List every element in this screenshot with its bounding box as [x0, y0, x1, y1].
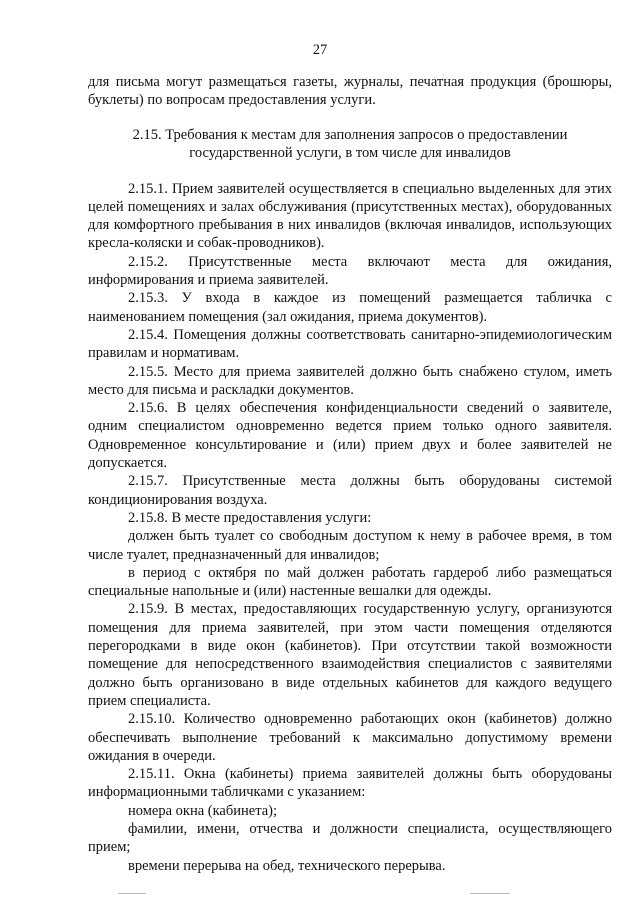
paragraph-2-15-11-item-3: времени перерыва на обед, технического перерыва.: [128, 857, 446, 874]
paragraph-2-15-8: 2.15.8. В месте предоставления услуги:: [128, 509, 372, 526]
paragraph-2-15-2: 2.15.2. Присутственные места включают места для ожидания, информирования и приема заявителей.: [88, 253, 612, 289]
scan-mark: [470, 893, 510, 894]
document-body: [88, 73, 612, 875]
paragraph-2-15-4: 2.15.4. Помещения должны соответствовать санитарно-эпидемиологическим правилам и нормативам.: [88, 326, 612, 362]
page-number: 27: [312, 42, 328, 58]
paragraph-2-15-6: 2.15.6. В целях обеспечения конфиденциальности сведений о заявителе, одним специалистом одновременно ведется прием только одного заявителя. Одновременное консультирование и (или) прием двух и более заявителей не допускается.: [88, 400, 612, 472]
section-heading-2-15: [88, 126, 612, 162]
heading-line-1: 2.15. Требования к местам для заполнения запросов о предоставлении: [132, 126, 568, 143]
paragraph-2-15-8-item-1: должен быть туалет со свободным доступом к нему в рабочее время, в том числе туалет, предназначенный для инвалидов;: [88, 528, 612, 563]
heading-line-2: государственной услуги, в том числе для инвалидов: [189, 144, 511, 161]
paragraph-2-15-11-item-2: фамилии, имени, отчества и должности специалиста, осуществляющего прием;: [88, 820, 612, 856]
paragraph-2-15-10: 2.15.10. Количество одновременно работающих окон (кабинетов) должно обеспечивать выполнение требований к максимально допустимому времени ожидания в очереди.: [88, 711, 612, 764]
paragraph-2-15-11-item-1: номера окна (кабинета);: [128, 802, 278, 819]
paragraph-2-15-5: 2.15.5. Место для приема заявителей должно быть снабжено стулом, иметь место для письма и раскладки документов.: [88, 363, 612, 398]
paragraph-2-15-8-item-2: в период с октября по май должен работать гардероб либо размещаться специальные напольные и (или) настенные вешалки для одежды.: [88, 564, 612, 600]
paragraph-continuation: для письма могут размещаться газеты, журналы, печатная продукция (брошюры, буклеты) по вопросам предоставления услуги.: [88, 74, 612, 109]
scan-mark: [118, 893, 146, 894]
paragraph-2-15-7: 2.15.7. Присутственные места должны быть оборудованы системой кондиционирования воздуха.: [88, 473, 612, 508]
paragraph-2-15-3: 2.15.3. У входа в каждое из помещений размещается табличка с наименованием помещения (зал ожидания, приема документов).: [88, 290, 612, 325]
paragraph-2-15-1: 2.15.1. Прием заявителей осуществляется в специально выделенных для этих целей помещениях и залах обслуживания (присутственных местах), оборудованных для комфортного пребывания в них инвалидов (включая инвалидов, использующих кресла-коляски и собак-проводников).: [88, 180, 612, 252]
paragraph-2-15-11: 2.15.11. Окна (кабинеты) приема заявителей должны быть оборудованы информационными табличками с указанием:: [88, 766, 612, 801]
paragraph-2-15-9: 2.15.9. В местах, предоставляющих государственную услугу, организуются помещения для приема заявителей, при этом части помещения отделяются перегородками в виде окон (кабинетов). При отсутствии такой возможности помещение для непосредственного взаимодействия специалистов с заявителями должно быть организовано в виде отдельных кабинетов для каждого ведущего прием специалиста.: [88, 601, 612, 709]
